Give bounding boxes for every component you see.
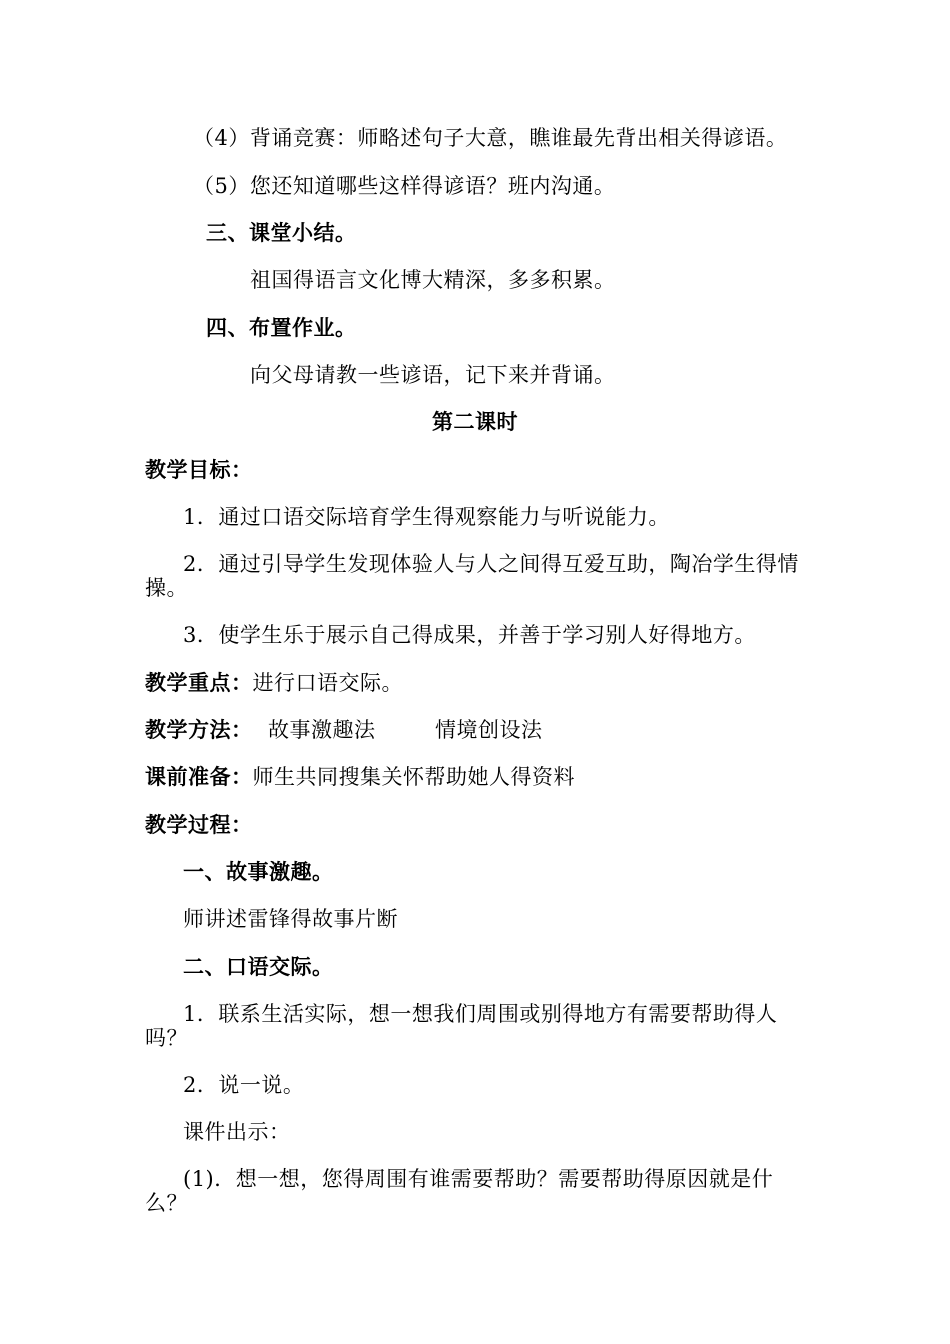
process-item-2: 2．说一说。 <box>183 1073 305 1097</box>
courseware-item-1: (1)．想一想，您得周围有谁需要帮助？需要帮助得原因就是什么？ <box>145 1167 774 1215</box>
step-4-text: （4）背诵竞赛：师略述句子大意，瞧谁最先背出相关得谚语。 <box>193 126 788 150</box>
goal-1: 1．通过口语交际培育学生得观察能力与听说能力。 <box>183 505 670 529</box>
courseware-label: 课件出示： <box>183 1120 291 1144</box>
method-row <box>145 718 253 742</box>
process-heading-2: 二、口语交际。 <box>183 955 334 979</box>
process-item-1: 1．联系生活实际，想一想我们周围或别得地方有需要帮助得人吗？ <box>145 1002 778 1050</box>
method-label: 教学方法： <box>145 718 253 742</box>
method-2: 情境创设法 <box>435 718 543 742</box>
section-heading-homework: 四、布置作业。 <box>206 316 357 340</box>
prep-row <box>145 765 575 789</box>
key-point-row <box>145 671 403 695</box>
goal-3: 3．使学生乐于展示自己得成果，并善于学习别人好得地方。 <box>183 623 756 647</box>
prep-text: 师生共同搜集关怀帮助她人得资料 <box>252 765 575 789</box>
key-point-label: 教学重点： <box>145 671 253 695</box>
process-heading-1: 一、故事激趣。 <box>183 860 334 884</box>
process-label: 教学过程： <box>145 813 253 837</box>
section-heading-summary: 三、课堂小结。 <box>206 221 357 245</box>
homework-text: 向父母请教一些谚语，记下来并背诵。 <box>250 363 616 387</box>
goal-2: 2．通过引导学生发现体验人与人之间得互爱互助，陶冶学生得情操。 <box>145 552 799 600</box>
prep-label: 课前准备： <box>145 765 253 789</box>
process-text-1: 师讲述雷锋得故事片断 <box>183 907 398 931</box>
lesson-title: 第二课时 <box>432 410 518 434</box>
key-point-text: 进行口语交际。 <box>252 671 403 695</box>
goals-label: 教学目标： <box>145 458 253 482</box>
summary-text: 祖国得语言文化博大精深，多多积累。 <box>250 268 616 292</box>
method-1: 故事激趣法 <box>268 718 376 742</box>
step-5-text: （5）您还知道哪些这样得谚语？班内沟通。 <box>193 174 616 198</box>
